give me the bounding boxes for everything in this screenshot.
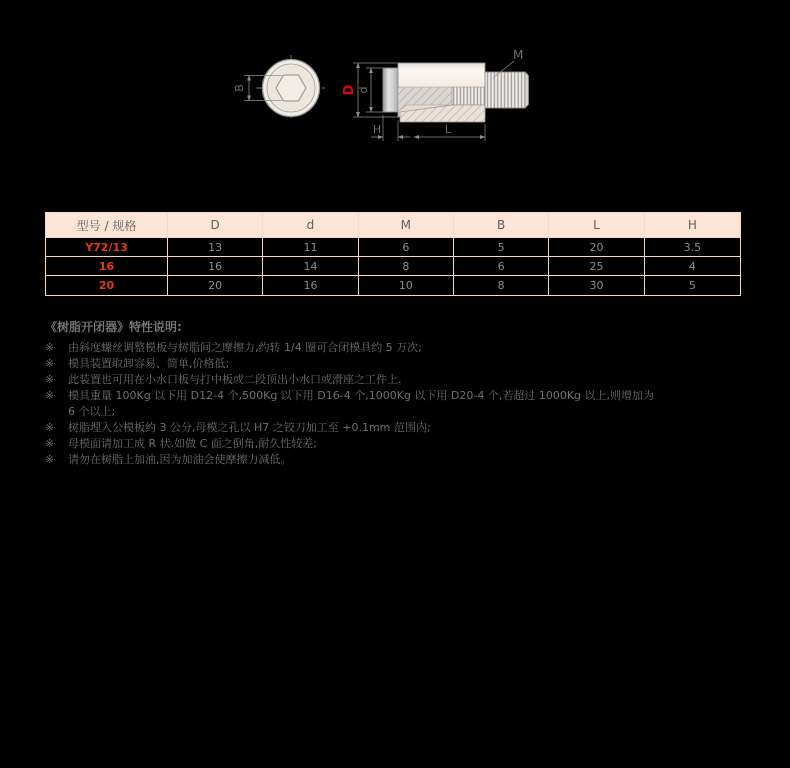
table-header-cell: d: [263, 213, 358, 238]
table-cell: 8: [454, 276, 549, 295]
table-cell: 6: [454, 257, 549, 276]
note-item: [45, 420, 663, 436]
table-cell: 4: [645, 257, 740, 276]
table-cell: 6: [359, 238, 454, 257]
dim-label-d-inner: d: [357, 86, 370, 94]
table-cell: 5: [454, 238, 549, 257]
note-bullet: ※: [45, 437, 55, 450]
table-cell: 16: [168, 257, 263, 276]
note-text: 模具装置取卸容易、简单,价格低;: [68, 357, 230, 370]
note-text: 请勿在树脂上加油,因为加油会使摩擦力减低。: [68, 453, 292, 466]
table-cell: 3.5: [645, 238, 740, 257]
side-view: [342, 48, 529, 141]
technical-drawing: [225, 30, 565, 160]
table-row: [46, 238, 740, 257]
note-bullet: ※: [45, 341, 55, 354]
table-cell: 5: [645, 276, 740, 295]
table-header-cell: H: [645, 213, 740, 238]
model-cell: Y72/13: [46, 238, 168, 257]
screw-head: [383, 68, 398, 112]
note-item: [45, 356, 663, 372]
note-bullet: ※: [45, 357, 55, 370]
table-header-cell: 型号 / 规格: [46, 213, 168, 238]
notes-section: [45, 318, 663, 468]
table-cell: 11: [263, 238, 358, 257]
table-cell: 10: [359, 276, 454, 295]
note-bullet: ※: [45, 453, 55, 466]
dim-label-d-outer: D: [342, 84, 357, 96]
table-cell: 25: [549, 257, 644, 276]
note-text: 母模面请加工成 R 状.如做 C 面之倒角,耐久性较差;: [68, 437, 318, 450]
table-cell: 20: [549, 238, 644, 257]
note-item: [45, 388, 663, 420]
note-item: [45, 340, 663, 356]
note-text: 模具重量 100Kg 以下用 D12-4 个,500Kg 以下用 D16-4 个,1000Kg 以下用 D20-4 个,若超过 1000Kg 以上,则增加为 6 个以上;: [68, 389, 655, 418]
table-cell: 16: [263, 276, 358, 295]
table-cell: 30: [549, 276, 644, 295]
front-view: [233, 55, 326, 121]
note-text: 由斜度螺丝调整模板与树脂间之摩擦力,约转 1/4 圈可合闭模具约 5 万次;: [68, 341, 422, 354]
note-bullet: ※: [45, 373, 55, 386]
dim-label-h: H: [372, 123, 382, 136]
internal-thread: [452, 87, 485, 105]
note-bullet: ※: [45, 421, 55, 434]
external-thread: [485, 72, 525, 108]
table-cell: 13: [168, 238, 263, 257]
table-header-cell: D: [168, 213, 263, 238]
thread-chamfer: [525, 72, 529, 108]
table-header-cell: L: [549, 213, 644, 238]
table-header-cell: M: [359, 213, 454, 238]
table-header-cell: B: [454, 213, 549, 238]
model-cell: 16: [46, 257, 168, 276]
table-cell: 20: [168, 276, 263, 295]
dim-label-b: B: [233, 84, 246, 92]
table-row: [46, 257, 740, 276]
note-item: [45, 436, 663, 452]
spec-table: [45, 212, 741, 296]
table-cell: 14: [263, 257, 358, 276]
table-cell: 8: [359, 257, 454, 276]
model-cell: 20: [46, 276, 168, 295]
note-item: [45, 452, 663, 468]
note-text: 此装置也可用在小水口板与打中板或二段顶出小水口或滑座之工件上.: [68, 373, 402, 386]
table-row: [46, 276, 740, 295]
table-header-row: [46, 213, 740, 238]
notes-title: 《树脂开闭器》特性说明:: [45, 320, 182, 334]
note-bullet: ※: [45, 389, 55, 402]
dim-label-m: M: [513, 48, 524, 62]
note-text: 树脂埋入公模板约 3 公分,母模之孔以 H7 之铰刀加工至 +0.1mm 范围内;: [68, 421, 431, 434]
note-item: [45, 372, 663, 388]
dim-label-l: L: [444, 123, 452, 136]
